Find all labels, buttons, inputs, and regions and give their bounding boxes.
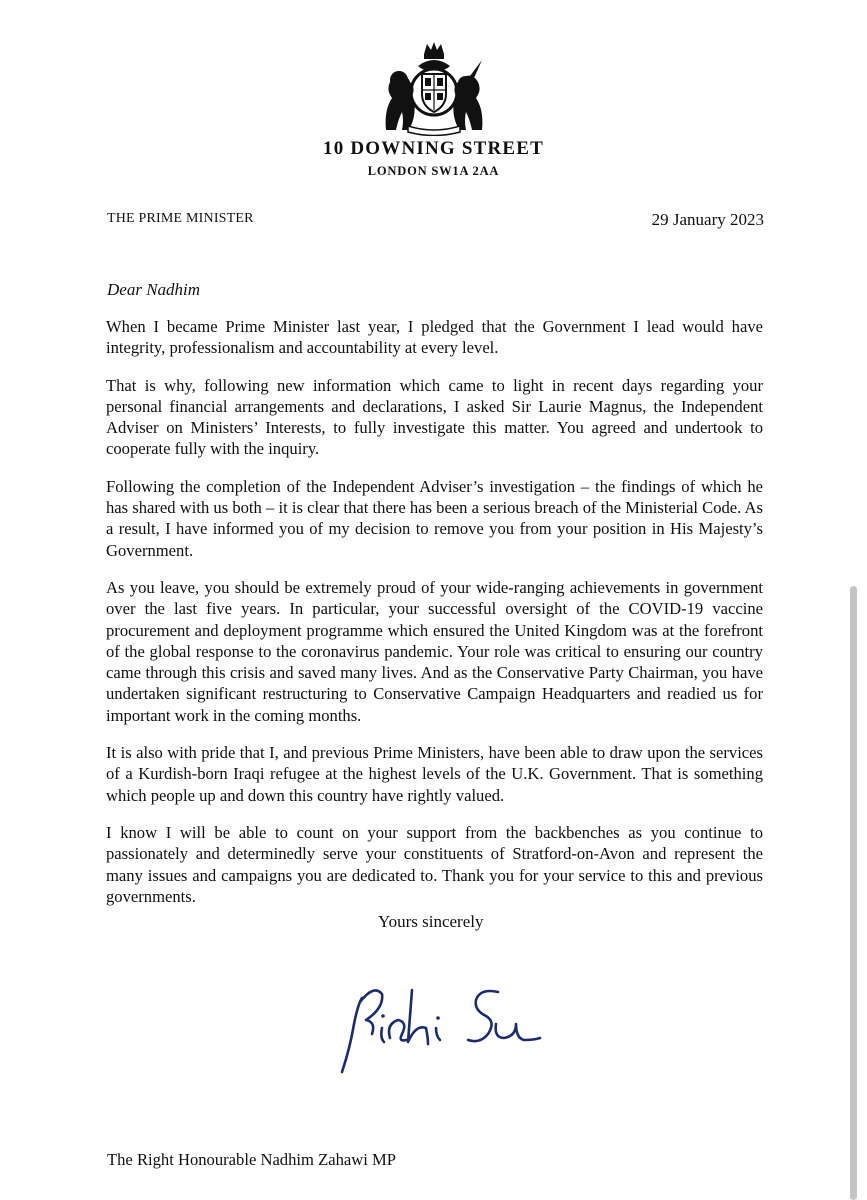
royal-coat-of-arms-icon <box>378 40 490 136</box>
closing: Yours sincerely <box>378 912 484 931</box>
letterhead-address-line-2: LONDON SW1A 2AA <box>367 164 500 178</box>
salutation: Dear Nadhim <box>107 280 201 299</box>
paragraph-4: As you leave, you should be extremely proud of your wide-ranging achievements in government over the last five years. In particular, your successful oversight of the COVID-19 vaccine procurement and deployment programme which ensured the United Kingdom was at the forefront of the global response to the coronavirus pandemic. Your role was critical to ensuring our country came through this crisis and saved many lives. And as the Conservative Party Chairman, you have undertaken significant restructuring to Conservative Campaign Headquarters and readied us for important work in the coming months. <box>106 577 763 725</box>
paragraph-6: I know I will be able to count on your support from the backbenches as you continue to passionately and determinedly serve your constituents of Stratford-on-Avon and represent the many issues and campaigns you are dedicated to. Thank you for your service to this and previous governments. <box>106 822 763 906</box>
sender-title: THE PRIME MINISTER <box>107 211 254 226</box>
letterhead-address-line-1: 10 DOWNING STREET <box>323 138 544 159</box>
paragraph-2: That is why, following new information which came to light in recent days regarding your personal financial arrangements and declarations, I asked Sir Laurie Magnus, the Independent Adviser on Ministers’ Interests, to fully investigate this matter. You agreed and undertook to cooperate fully with the inquiry. <box>106 375 763 459</box>
letter-date: 29 January 2023 <box>651 210 764 229</box>
recipient-name: The Right Honourable Nadhim Zahawi MP <box>107 1150 396 1169</box>
paragraph-3: Following the completion of the Independent Adviser’s investigation – the findings of which he has shared with us both – it is clear that there has been a serious breach of the Ministerial Code. As a result, I have informed you of my decision to remove you from your position in His Majesty’s Government. <box>106 476 763 560</box>
handwritten-signature <box>320 968 548 1088</box>
letter-body <box>106 316 763 923</box>
paragraph-1: When I became Prime Minister last year, I pledged that the Government I lead would have integrity, professionalism and accountability at every level. <box>106 317 763 358</box>
scrollbar-thumb[interactable] <box>850 586 857 1200</box>
paragraph-5: It is also with pride that I, and previous Prime Ministers, have been able to draw upon the services of a Kurdish-born Iraqi refugee at the highest levels of the U.K. Government. That is something which people up and down this country have rightly valued. <box>106 743 763 805</box>
